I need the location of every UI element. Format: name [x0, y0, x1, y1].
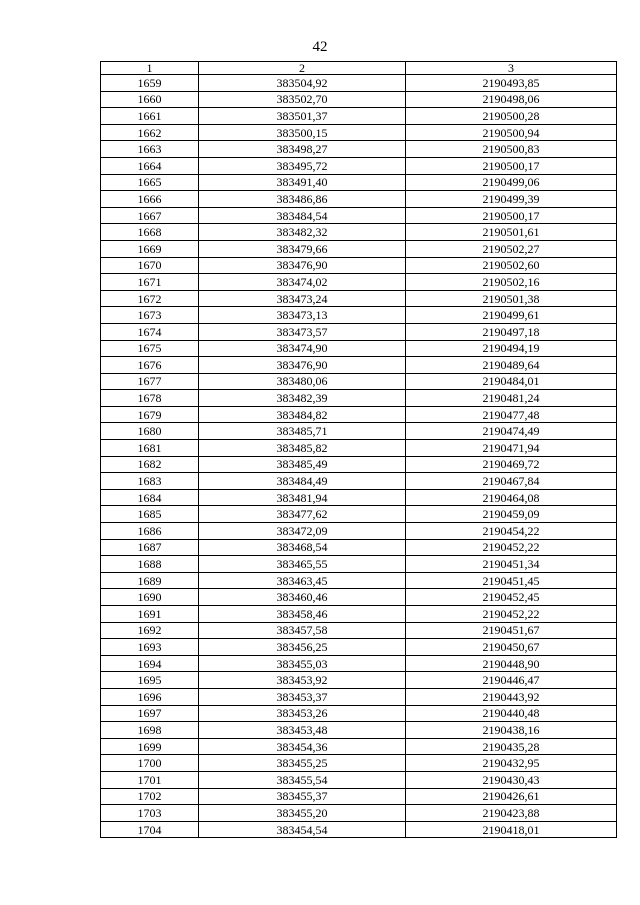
table-row — [101, 738, 617, 755]
y-coordinate-cell: 2190440,48 — [406, 705, 617, 722]
x-coordinate-cell: 383473,13 — [199, 307, 406, 324]
point-number-cell: 1680 — [101, 423, 199, 440]
table-row — [101, 788, 617, 805]
y-coordinate-cell: 2190481,24 — [406, 390, 617, 407]
table-row — [101, 606, 617, 623]
point-number-cell: 1690 — [101, 589, 199, 606]
x-coordinate-cell: 383458,46 — [199, 606, 406, 623]
table-row — [101, 357, 617, 374]
point-number-cell: 1664 — [101, 157, 199, 174]
x-coordinate-cell: 383453,37 — [199, 688, 406, 705]
header-row — [101, 62, 617, 75]
x-coordinate-cell: 383480,06 — [199, 373, 406, 390]
point-number-cell: 1697 — [101, 705, 199, 722]
table-row — [101, 323, 617, 340]
x-coordinate-cell: 383491,40 — [199, 174, 406, 191]
table-row — [101, 506, 617, 523]
y-coordinate-cell: 2190450,67 — [406, 639, 617, 656]
table-row — [101, 274, 617, 291]
y-coordinate-cell: 2190432,95 — [406, 755, 617, 772]
y-coordinate-cell: 2190459,09 — [406, 506, 617, 523]
y-coordinate-cell: 2190471,94 — [406, 440, 617, 457]
x-coordinate-cell: 383485,49 — [199, 456, 406, 473]
x-coordinate-cell: 383455,25 — [199, 755, 406, 772]
y-coordinate-cell: 2190451,45 — [406, 572, 617, 589]
x-coordinate-cell: 383476,90 — [199, 257, 406, 274]
point-number-cell: 1660 — [101, 91, 199, 108]
x-coordinate-cell: 383484,49 — [199, 473, 406, 490]
point-number-cell: 1689 — [101, 572, 199, 589]
table-row — [101, 722, 617, 739]
point-number-cell: 1672 — [101, 290, 199, 307]
y-coordinate-cell: 2190499,61 — [406, 307, 617, 324]
x-coordinate-cell: 383502,70 — [199, 91, 406, 108]
y-coordinate-cell: 2190435,28 — [406, 738, 617, 755]
point-number-cell: 1695 — [101, 672, 199, 689]
y-coordinate-cell: 2190452,22 — [406, 606, 617, 623]
table-row — [101, 622, 617, 639]
x-coordinate-cell: 383495,72 — [199, 157, 406, 174]
point-number-cell: 1668 — [101, 224, 199, 241]
x-coordinate-cell: 383482,32 — [199, 224, 406, 241]
x-coordinate-cell: 383504,92 — [199, 75, 406, 92]
y-coordinate-cell: 2190499,06 — [406, 174, 617, 191]
column-header-3: 3 — [406, 62, 617, 75]
point-number-cell: 1701 — [101, 771, 199, 788]
point-number-cell: 1683 — [101, 473, 199, 490]
y-coordinate-cell: 2190443,92 — [406, 688, 617, 705]
x-coordinate-cell: 383454,36 — [199, 738, 406, 755]
point-number-cell: 1670 — [101, 257, 199, 274]
point-number-cell: 1682 — [101, 456, 199, 473]
point-number-cell: 1684 — [101, 489, 199, 506]
table-row — [101, 91, 617, 108]
x-coordinate-cell: 383482,39 — [199, 390, 406, 407]
x-coordinate-cell: 383486,86 — [199, 191, 406, 208]
y-coordinate-cell: 2190474,49 — [406, 423, 617, 440]
point-number-cell: 1693 — [101, 639, 199, 656]
y-coordinate-cell: 2190494,19 — [406, 340, 617, 357]
x-coordinate-cell: 383472,09 — [199, 523, 406, 540]
table-row — [101, 655, 617, 672]
table-row — [101, 456, 617, 473]
table-row — [101, 406, 617, 423]
x-coordinate-cell: 383453,48 — [199, 722, 406, 739]
table-row — [101, 572, 617, 589]
table-row — [101, 639, 617, 656]
y-coordinate-cell: 2190452,22 — [406, 539, 617, 556]
point-number-cell: 1666 — [101, 191, 199, 208]
point-number-cell: 1663 — [101, 141, 199, 158]
y-coordinate-cell: 2190502,60 — [406, 257, 617, 274]
table-row — [101, 473, 617, 490]
y-coordinate-cell: 2190493,85 — [406, 75, 617, 92]
y-coordinate-cell: 2190500,94 — [406, 124, 617, 141]
point-number-cell: 1679 — [101, 406, 199, 423]
y-coordinate-cell: 2190500,17 — [406, 207, 617, 224]
y-coordinate-cell: 2190500,28 — [406, 108, 617, 125]
point-number-cell: 1699 — [101, 738, 199, 755]
x-coordinate-cell: 383465,55 — [199, 556, 406, 573]
point-number-cell: 1673 — [101, 307, 199, 324]
point-number-cell: 1685 — [101, 506, 199, 523]
point-number-cell: 1681 — [101, 440, 199, 457]
y-coordinate-cell: 2190497,18 — [406, 323, 617, 340]
point-number-cell: 1688 — [101, 556, 199, 573]
table-row — [101, 423, 617, 440]
y-coordinate-cell: 2190426,61 — [406, 788, 617, 805]
point-number-cell: 1675 — [101, 340, 199, 357]
point-number-cell: 1687 — [101, 539, 199, 556]
table-row — [101, 672, 617, 689]
point-number-cell: 1676 — [101, 357, 199, 374]
table-row — [101, 589, 617, 606]
table-row — [101, 191, 617, 208]
table-row — [101, 124, 617, 141]
y-coordinate-cell: 2190484,01 — [406, 373, 617, 390]
y-coordinate-cell: 2190498,06 — [406, 91, 617, 108]
table-row — [101, 390, 617, 407]
table-row — [101, 240, 617, 257]
x-coordinate-cell: 383474,02 — [199, 274, 406, 291]
column-header-2: 2 — [199, 62, 406, 75]
page-number: 42 — [312, 39, 328, 55]
point-number-cell: 1694 — [101, 655, 199, 672]
x-coordinate-cell: 383500,15 — [199, 124, 406, 141]
y-coordinate-cell: 2190454,22 — [406, 523, 617, 540]
x-coordinate-cell: 383484,54 — [199, 207, 406, 224]
x-coordinate-cell: 383498,27 — [199, 141, 406, 158]
table-row — [101, 489, 617, 506]
table-row — [101, 290, 617, 307]
y-coordinate-cell: 2190418,01 — [406, 821, 617, 838]
point-number-cell: 1691 — [101, 606, 199, 623]
table-row — [101, 340, 617, 357]
y-coordinate-cell: 2190423,88 — [406, 805, 617, 822]
table-row — [101, 440, 617, 457]
point-number-cell: 1677 — [101, 373, 199, 390]
table-row — [101, 224, 617, 241]
x-coordinate-cell: 383473,57 — [199, 323, 406, 340]
point-number-cell: 1678 — [101, 390, 199, 407]
y-coordinate-cell: 2190451,67 — [406, 622, 617, 639]
y-coordinate-cell: 2190489,64 — [406, 357, 617, 374]
y-coordinate-cell: 2190446,47 — [406, 672, 617, 689]
y-coordinate-cell: 2190499,39 — [406, 191, 617, 208]
x-coordinate-cell: 383485,82 — [199, 440, 406, 457]
point-number-cell: 1698 — [101, 722, 199, 739]
table-row — [101, 174, 617, 191]
table-row — [101, 771, 617, 788]
point-number-cell: 1659 — [101, 75, 199, 92]
table-row — [101, 307, 617, 324]
x-coordinate-cell: 383455,37 — [199, 788, 406, 805]
table-row — [101, 705, 617, 722]
table-body — [101, 75, 617, 838]
x-coordinate-cell: 383455,20 — [199, 805, 406, 822]
table-row — [101, 257, 617, 274]
x-coordinate-cell: 383485,71 — [199, 423, 406, 440]
x-coordinate-cell: 383453,92 — [199, 672, 406, 689]
table-row — [101, 556, 617, 573]
y-coordinate-cell: 2190469,72 — [406, 456, 617, 473]
point-number-cell: 1674 — [101, 323, 199, 340]
table-row — [101, 108, 617, 125]
table-row — [101, 755, 617, 772]
x-coordinate-cell: 383453,26 — [199, 705, 406, 722]
point-number-cell: 1661 — [101, 108, 199, 125]
table-row — [101, 141, 617, 158]
y-coordinate-cell: 2190502,27 — [406, 240, 617, 257]
y-coordinate-cell: 2190501,61 — [406, 224, 617, 241]
x-coordinate-cell: 383473,24 — [199, 290, 406, 307]
y-coordinate-cell: 2190477,48 — [406, 406, 617, 423]
x-coordinate-cell: 383455,54 — [199, 771, 406, 788]
y-coordinate-cell: 2190438,16 — [406, 722, 617, 739]
table-row — [101, 821, 617, 838]
x-coordinate-cell: 383479,66 — [199, 240, 406, 257]
point-number-cell: 1692 — [101, 622, 199, 639]
column-header-1: 1 — [101, 62, 199, 75]
point-number-cell: 1665 — [101, 174, 199, 191]
table-row — [101, 373, 617, 390]
x-coordinate-cell: 383474,90 — [199, 340, 406, 357]
y-coordinate-cell: 2190451,34 — [406, 556, 617, 573]
x-coordinate-cell: 383455,03 — [199, 655, 406, 672]
point-number-cell: 1702 — [101, 788, 199, 805]
y-coordinate-cell: 2190500,17 — [406, 157, 617, 174]
point-number-cell: 1686 — [101, 523, 199, 540]
x-coordinate-cell: 383481,94 — [199, 489, 406, 506]
x-coordinate-cell: 383501,37 — [199, 108, 406, 125]
table-row — [101, 688, 617, 705]
y-coordinate-cell: 2190448,90 — [406, 655, 617, 672]
x-coordinate-cell: 383460,46 — [199, 589, 406, 606]
point-number-cell: 1669 — [101, 240, 199, 257]
y-coordinate-cell: 2190430,43 — [406, 771, 617, 788]
point-number-cell: 1662 — [101, 124, 199, 141]
table-row — [101, 805, 617, 822]
y-coordinate-cell: 2190500,83 — [406, 141, 617, 158]
x-coordinate-cell: 383476,90 — [199, 357, 406, 374]
x-coordinate-cell: 383456,25 — [199, 639, 406, 656]
point-number-cell: 1671 — [101, 274, 199, 291]
x-coordinate-cell: 383454,54 — [199, 821, 406, 838]
x-coordinate-cell: 383477,62 — [199, 506, 406, 523]
table-header — [101, 62, 617, 75]
y-coordinate-cell: 2190467,84 — [406, 473, 617, 490]
coordinates-table — [100, 61, 617, 838]
point-number-cell: 1704 — [101, 821, 199, 838]
x-coordinate-cell: 383463,45 — [199, 572, 406, 589]
table-row — [101, 157, 617, 174]
point-number-cell: 1667 — [101, 207, 199, 224]
y-coordinate-cell: 2190452,45 — [406, 589, 617, 606]
point-number-cell: 1696 — [101, 688, 199, 705]
y-coordinate-cell: 2190502,16 — [406, 274, 617, 291]
x-coordinate-cell: 383457,58 — [199, 622, 406, 639]
y-coordinate-cell: 2190464,08 — [406, 489, 617, 506]
x-coordinate-cell: 383468,54 — [199, 539, 406, 556]
table-row — [101, 539, 617, 556]
point-number-cell: 1700 — [101, 755, 199, 772]
table-row — [101, 523, 617, 540]
y-coordinate-cell: 2190501,38 — [406, 290, 617, 307]
x-coordinate-cell: 383484,82 — [199, 406, 406, 423]
table-row — [101, 207, 617, 224]
point-number-cell: 1703 — [101, 805, 199, 822]
table-row — [101, 75, 617, 92]
